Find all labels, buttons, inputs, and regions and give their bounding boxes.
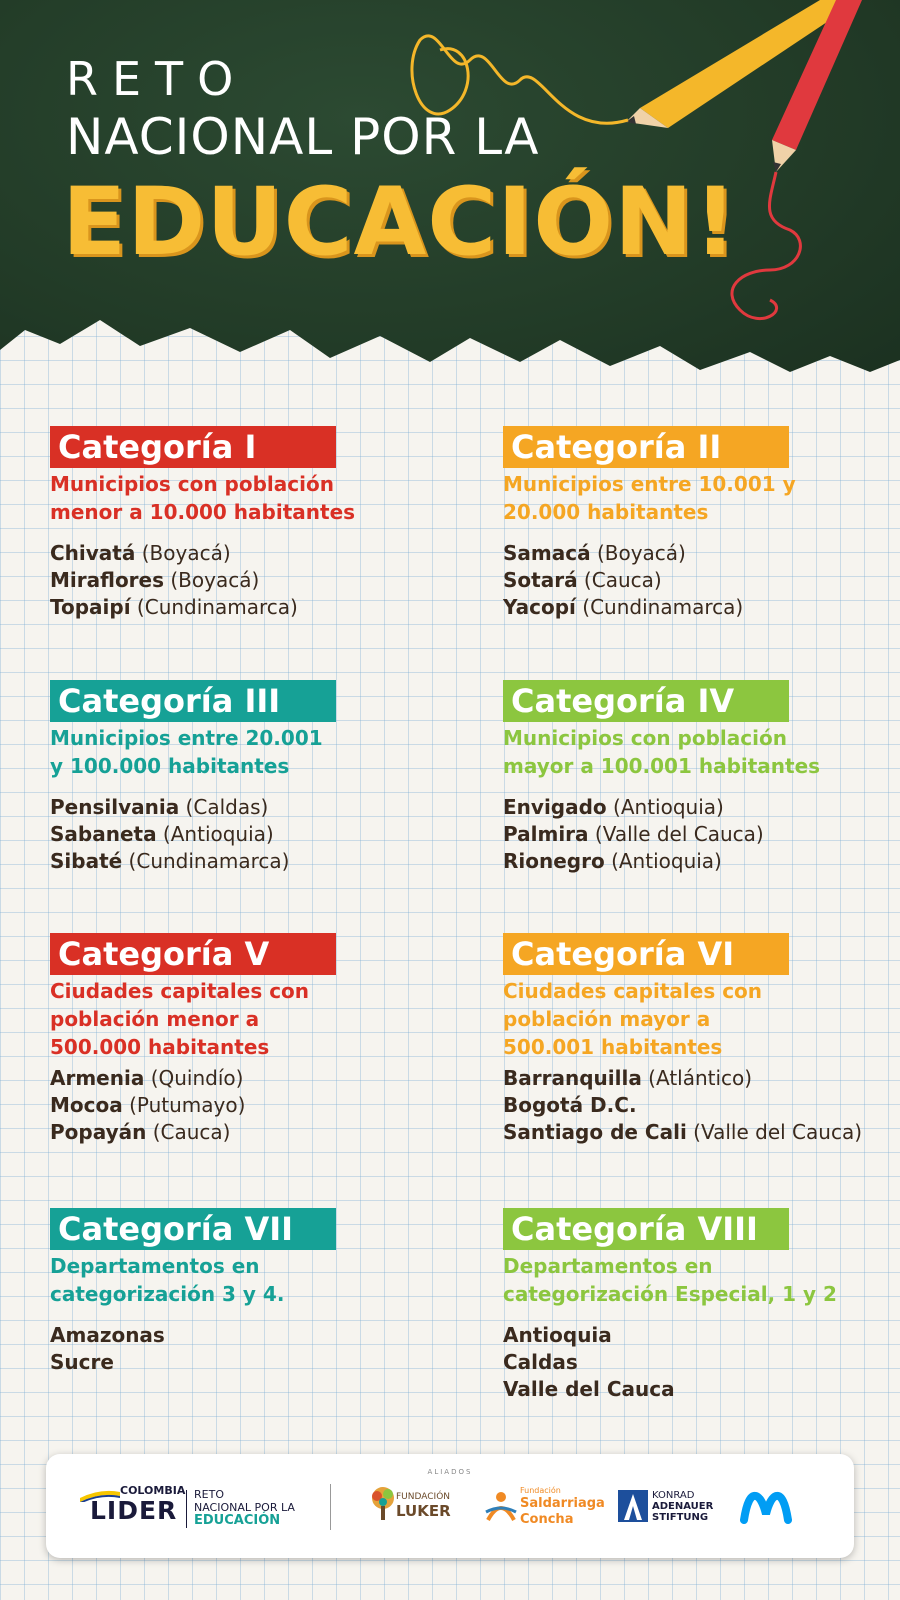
municipality-name: Santiago de Cali	[503, 1120, 687, 1144]
list-item	[503, 794, 883, 821]
municipality-region: (Cauca)	[146, 1120, 231, 1144]
municipality-name: Chivatá	[50, 541, 136, 565]
category-card	[503, 933, 883, 1146]
title-line-educacion: EDUCACIÓN!	[62, 168, 738, 277]
municipality-region: (Atlántico)	[641, 1066, 753, 1090]
category-card	[50, 933, 430, 1146]
list-item	[50, 1065, 430, 1092]
municipality-name: Palmira	[503, 822, 589, 846]
category-card	[503, 680, 883, 875]
municipality-region: (Cundinamarca)	[122, 849, 290, 873]
list-item	[503, 848, 883, 875]
municipality-name: Sucre	[50, 1350, 114, 1374]
municipality-list	[50, 794, 430, 875]
municipality-name: Samacá	[503, 541, 591, 565]
category-title: Categoría V	[50, 933, 336, 975]
municipality-name: Envigado	[503, 795, 607, 819]
category-title: Categoría VII	[50, 1208, 336, 1250]
list-item	[503, 1092, 883, 1119]
luker-line1: FUNDACIÓN	[396, 1492, 451, 1502]
municipality-name: Amazonas	[50, 1323, 165, 1347]
municipality-region: (Quindío)	[144, 1066, 244, 1090]
municipality-region: (Boyacá)	[164, 568, 260, 592]
municipality-name: Topaipí	[50, 595, 131, 619]
category-subtitle: Municipios con población menor a 10.000 habitantes	[50, 472, 356, 524]
list-item	[50, 794, 430, 821]
title-line-reto: RETO	[66, 52, 248, 106]
list-item	[503, 1349, 883, 1376]
municipality-list	[503, 1322, 883, 1403]
municipality-name: Valle del Cauca	[503, 1377, 675, 1401]
konrad-adenauer-logo	[618, 1490, 728, 1526]
category-subtitle: Municipios entre 10.001 y 20.000 habitantes	[503, 472, 796, 524]
category-subtitle: Departamentos en categorización Especial, 1 y 2	[503, 1254, 837, 1306]
movistar-m-icon	[740, 1488, 792, 1528]
list-item	[50, 594, 430, 621]
list-item	[503, 1065, 883, 1092]
category-subtitle: Ciudades capitales con población menor a 500.000 habitantes	[50, 979, 310, 1059]
municipality-region: (Valle del Cauca)	[686, 1120, 862, 1144]
municipality-name: Sabaneta	[50, 822, 157, 846]
list-item	[503, 1119, 883, 1146]
fundacion-luker-logo	[368, 1486, 463, 1526]
list-item	[50, 567, 430, 594]
municipality-name: Armenia	[50, 1066, 145, 1090]
reto-logo-line2: NACIONAL POR LA	[194, 1501, 295, 1514]
municipality-region: (Valle del Cauca)	[588, 822, 764, 846]
luker-line2: LUKER	[396, 1502, 451, 1520]
list-item	[50, 1092, 430, 1119]
title-line-nacional: NACIONAL POR LA	[66, 108, 540, 166]
municipality-list	[50, 1065, 430, 1146]
category-card	[50, 680, 430, 875]
category-subtitle: Municipios entre 20.001 y 100.000 habitantes	[50, 726, 323, 778]
list-item	[503, 540, 883, 567]
section-divider	[330, 1484, 331, 1530]
reto-educacion-logo	[194, 1488, 295, 1527]
municipality-region: (Putumayo)	[122, 1093, 246, 1117]
list-item	[503, 1376, 883, 1403]
municipality-name: Yacopí	[503, 595, 576, 619]
konrad-line3: STIFTUNG	[652, 1512, 709, 1523]
municipality-region: (Caldas)	[179, 795, 269, 819]
category-title: Categoría I	[50, 426, 336, 468]
municipality-name: Sotará	[503, 568, 578, 592]
colombia-lider-logo	[80, 1484, 190, 1534]
saldarriaga-line3: Concha	[520, 1512, 574, 1527]
reto-logo-line1: RETO	[194, 1488, 224, 1501]
aliados-label: ALIADOS	[427, 1468, 473, 1476]
municipality-list	[50, 1322, 430, 1376]
konrad-line1: KONRAD	[652, 1490, 695, 1501]
municipality-list	[503, 540, 883, 621]
municipality-name: Barranquilla	[503, 1066, 642, 1090]
municipality-region: (Antioquia)	[606, 795, 724, 819]
municipality-region: (Antioquia)	[604, 849, 722, 873]
category-title: Categoría VIII	[503, 1208, 789, 1250]
category-title: Categoría VI	[503, 933, 789, 975]
colombia-lider-bottom: LIDER	[90, 1496, 178, 1525]
list-item	[503, 1322, 883, 1349]
sponsors-footer	[46, 1454, 854, 1558]
list-item	[50, 540, 430, 567]
municipality-list	[503, 794, 883, 875]
category-title: Categoría II	[503, 426, 789, 468]
municipality-name: Bogotá D.C.	[503, 1093, 637, 1117]
category-title: Categoría IV	[503, 680, 789, 722]
municipality-name: Sibaté	[50, 849, 123, 873]
municipality-region: (Boyacá)	[590, 541, 686, 565]
municipality-region: (Boyacá)	[135, 541, 231, 565]
red-scribble	[732, 172, 800, 319]
saldarriaga-figure-icon	[484, 1490, 518, 1524]
saldarriaga-line1: Fundación	[520, 1486, 561, 1495]
category-card	[503, 1208, 883, 1403]
category-subtitle: Ciudades capitales con población mayor a 500.001 habitantes	[503, 979, 763, 1059]
list-item	[503, 594, 883, 621]
list-item	[503, 567, 883, 594]
list-item	[50, 848, 430, 875]
category-card	[50, 426, 430, 621]
municipality-region: (Cundinamarca)	[130, 595, 298, 619]
list-item	[503, 821, 883, 848]
list-item	[50, 821, 430, 848]
municipality-list	[503, 1065, 883, 1146]
municipality-name: Popayán	[50, 1120, 147, 1144]
saldarriaga-line2: Saldarriaga	[520, 1496, 605, 1511]
category-card	[50, 1208, 430, 1376]
reto-logo-line3: EDUCACIÓN	[194, 1513, 281, 1528]
municipality-region: (Antioquia)	[156, 822, 274, 846]
tree-icon	[368, 1486, 398, 1522]
municipality-name: Caldas	[503, 1350, 578, 1374]
municipality-region: (Cundinamarca)	[575, 595, 744, 619]
list-item	[50, 1349, 430, 1376]
municipality-name: Miraflores	[50, 568, 165, 592]
municipality-list	[50, 540, 430, 621]
category-card	[503, 426, 883, 621]
category-subtitle: Municipios con población mayor a 100.001 habitantes	[503, 726, 821, 778]
municipality-name: Pensilvania	[50, 795, 180, 819]
list-item	[50, 1119, 430, 1146]
municipality-name: Mocoa	[50, 1093, 123, 1117]
saldarriaga-concha-logo	[484, 1486, 605, 1530]
logo-divider	[186, 1490, 187, 1528]
category-subtitle: Departamentos en categorización 3 y 4.	[50, 1254, 285, 1306]
municipality-name: Antioquia	[503, 1323, 612, 1347]
category-title: Categoría III	[50, 680, 336, 722]
municipality-name: Rionegro	[503, 849, 605, 873]
municipality-region: (Cauca)	[577, 568, 662, 592]
kas-a-icon	[618, 1490, 648, 1522]
colombia-lider-top: COLOMBIA	[120, 1484, 186, 1497]
list-item	[50, 1322, 430, 1349]
konrad-line2: ADENAUER	[652, 1501, 714, 1512]
